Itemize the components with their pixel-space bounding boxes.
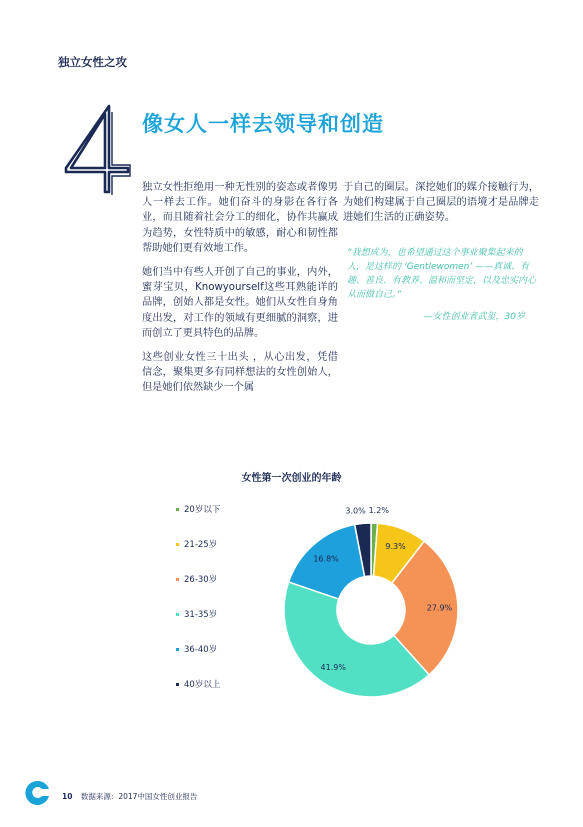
data-source: 数据来源：2017中国女性创业报告	[80, 792, 198, 801]
slice-label: 27.9%	[426, 603, 453, 613]
legend-label: 36-40岁	[184, 645, 218, 655]
footer	[62, 791, 197, 802]
article-headline: 像女人一样去领导和创造	[142, 112, 384, 136]
quote-source: —女性创业者武玺，30岁	[423, 311, 525, 322]
page-number: 10	[62, 792, 73, 801]
legend-label: 26-30岁	[184, 575, 218, 585]
legend-label: 31-35岁	[184, 610, 218, 620]
pull-quote: “我想成为，也希望通过这个事业聚集起来的人，是这样的 ‘Gentlewomen’ ——真诚、有趣、善良、有教养、温和而坚定，以及忠实内心从而做自己。”	[347, 247, 537, 300]
legend-label: 20岁以下	[184, 505, 221, 515]
slice-label: 1.2%	[368, 506, 389, 516]
slice-label: 16.8%	[313, 554, 339, 564]
section-title: 独立女性之攻	[58, 55, 127, 69]
chart-title: 女性第一次创业的年龄	[241, 473, 342, 484]
slice-label: 41.9%	[320, 663, 346, 673]
slice-label: 3.0%	[345, 506, 366, 516]
paragraph-2: 她们当中有些人开创了自己的事业，内外，蜜芽宝贝，Knowyourself这些耳熟能详的品牌，创始人都是女性。她们从女性自身角度出发，对工作的领域有更细腻的洞察，进而创立了更具特色的品牌。	[142, 267, 338, 339]
legend-label: 40岁以上	[184, 680, 221, 690]
slice-label: 9.3%	[385, 542, 406, 552]
paragraph-3: 这些创业女性三十出头 ，从心出发，凭借信念，聚集更多有同样想法的女性创始人，但是她们依然缺少一个属	[142, 352, 338, 394]
legend-label: 21-25岁	[184, 540, 218, 550]
paragraph-4: 于自己的圈层。深挖她们的媒介接触行为，为她们构建属于自己圈层的语境才是品牌走进她们生活的正确姿势。	[343, 182, 539, 224]
brand-logo-icon	[22, 778, 52, 808]
paragraph-1: 独立女性拒绝用一种无性别的姿态或者像男人一样去工作。她们奋斗的身影在各行各业，而且随着社会分工的细化，协作共赢成为趋势，女性特质中的敏感，耐心和韧性都帮助她们更有效地工作。	[142, 182, 338, 254]
